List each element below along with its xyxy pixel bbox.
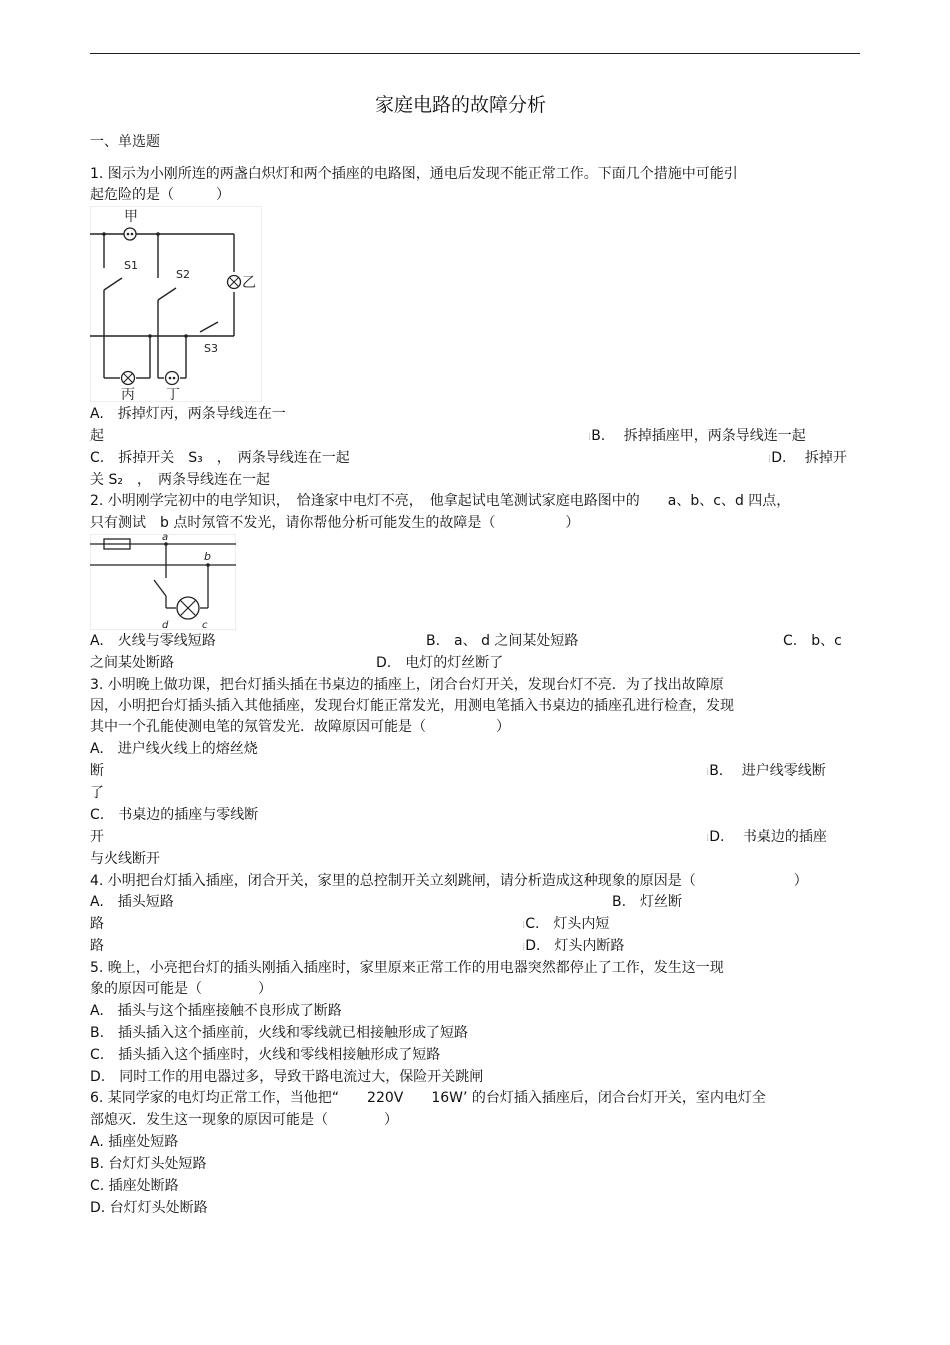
q2-circuit-figure <box>90 534 236 630</box>
q3-option-a-line2: 断 <box>90 763 104 779</box>
q1-lamp-bing <box>122 372 135 385</box>
q1-option-a-line1: A. 拆掉灯丙，两条导线连在一 <box>90 406 286 422</box>
q5-option-a: A. 插头与这个插座接触不良形成了断路 <box>90 1003 342 1019</box>
q1-label-jia: 甲 <box>124 209 138 225</box>
page-title: 家庭电路的故障分析 <box>375 94 547 116</box>
q1-option-a-line2: 起 <box>90 428 104 444</box>
q2-label-c: c <box>202 620 208 630</box>
section-heading: 一、单选题 <box>90 134 160 150</box>
q2-stem-line1: 2. 小明刚学完初中的电学知识， 恰逢家中电灯不亮， 他拿起试电笔测试家庭电路图中的 a、b、c、d 四点， <box>90 493 791 509</box>
q3-option-c-line2: 开 <box>90 829 104 845</box>
q5-stem-line2: 象的原因可能是（ ） <box>90 981 272 997</box>
q2-option-c-line1: C. b、c <box>783 633 842 649</box>
q6-option-c: C. 插座处断路 <box>90 1178 179 1194</box>
q1-option-b-text: 拆掉插座甲，两条导线连一起 <box>623 428 806 444</box>
q1-label-bing: 丙 <box>121 387 135 402</box>
q2-option-b: B. a、 d 之间某处短路 <box>426 633 579 649</box>
header-rule <box>90 53 860 54</box>
q2-option-d: D. 电灯的灯丝断了 <box>376 655 504 671</box>
q4-option-c: ⁞C. 灯头内短 <box>522 916 610 932</box>
q1-stem-line1: 1. 图示为小刚所连的两盏白炽灯和两个插座的电路图，通电后发现不能正常工作。下面几个措施中可能引 <box>90 166 738 182</box>
q1-label-ding: 丁 <box>166 387 180 402</box>
q5-option-b: B. 插头插入这个插座前，火线和零线就已相接触形成了短路 <box>90 1025 469 1041</box>
q1-circuit-figure <box>90 206 262 402</box>
q2-option-c-line2: 之间某处断路 <box>90 655 174 671</box>
q4-option-c-line2: 路 <box>90 938 104 954</box>
q4-option-b: B. 灯丝断 <box>612 894 683 910</box>
q2-label-b: b <box>204 550 211 563</box>
q4-stem: 4. 小明把台灯插入插座，闭合开关，家里的总控制开关立刻跳闸，请分析造成这种现象的原因是（ ） <box>90 873 808 889</box>
q1-label-s2: S2 <box>176 268 190 281</box>
q2-label-d: d <box>162 620 169 630</box>
q1-option-b: ⁞B. 拆掉插座甲，两条导线连一起 <box>588 428 806 444</box>
q6-stem-line2: 部熄灭．发生这一现象的原因可能是（ ） <box>90 1112 398 1128</box>
q3-option-d: ⁞D. 书桌边的插座 <box>706 829 827 845</box>
q6-option-b: B. 台灯灯头处短路 <box>90 1156 207 1172</box>
q3-option-b-line2: 了 <box>90 785 104 801</box>
q3-option-b: ⁞B. 进户线零线断 <box>706 763 826 779</box>
q5-option-c: C. 插头插入这个插座时，火线和零线相接触形成了短路 <box>90 1047 441 1063</box>
q1-option-c: C. 拆掉开关 S₃ ， 两条导线连在一起 <box>90 450 350 466</box>
q1-socket-ding <box>166 372 179 385</box>
q3-option-d-line2: 与火线断开 <box>90 851 160 867</box>
q1-option-d-line2: 关 S₂ ， 两条导线连在一起 <box>90 472 270 488</box>
q5-stem-line1: 5. 晚上，小亮把台灯的插头刚插入插座时，家里原来正常工作的用电器突然都停止了工作，发生这一现 <box>90 960 724 976</box>
q6-stem-line1: 6. 某同学家的电灯均正常工作，当他把“ 220V 16W’ 的台灯插入插座后，闭合台灯开关，室内电灯全 <box>90 1090 766 1106</box>
q2-option-a: A. 火线与零线短路 <box>90 633 216 649</box>
q4-option-a: A. 插头短路 <box>90 894 174 910</box>
q1-socket-jia <box>124 228 136 240</box>
q1-option-b-prefix: B. <box>591 428 606 444</box>
q3-stem-line3: 其中一个孔能使测电笔的氖管发光．故障原因可能是（ ） <box>90 719 510 735</box>
q3-option-d-prefix: D. <box>709 829 725 845</box>
q4-option-a-line2: 路 <box>90 916 104 932</box>
q2-stem-line2: 只有测试 b 点时氖管不发光，请你帮他分析可能发生的故障是（ ） <box>90 515 580 531</box>
q1-label-s3: S3 <box>204 342 218 355</box>
q5-option-d: D. 同时工作的用电器过多，导致干路电流过大，保险开关跳闸 <box>90 1069 484 1085</box>
q6-option-d: D. 台灯灯头处断路 <box>90 1200 208 1216</box>
q1-label-s1: S1 <box>124 259 138 272</box>
q4-option-c-text: C. 灯头内短 <box>525 916 610 932</box>
q3-stem-line1: 3. 小明晚上做功课，把台灯插头插在书桌边的插座上，闭合台灯开关，发现台灯不亮．为了找出故障原 <box>90 677 724 693</box>
q3-option-d-text: 书桌边的插座 <box>742 829 827 845</box>
q3-option-a-line1: A. 进户线火线上的熔丝烧 <box>90 741 258 757</box>
q1-option-d-prefix: D. <box>771 450 787 466</box>
q3-option-b-text: 进户线零线断 <box>741 763 826 779</box>
q2-lamp <box>177 597 199 619</box>
q1-lamp-yi <box>228 276 241 289</box>
q4-option-d-text: D. 灯头内断路 <box>525 938 625 954</box>
q1-stem-line2: 起危险的是（ ） <box>90 187 230 203</box>
q1-label-yi: 乙 <box>242 275 256 291</box>
q1-option-d: ⁞D. 拆掉开 <box>768 450 847 466</box>
q4-option-d: ⁞D. 灯头内断路 <box>522 938 625 954</box>
q3-option-c-line1: C. 书桌边的插座与零线断 <box>90 807 259 823</box>
q3-option-b-prefix: B. <box>709 763 724 779</box>
q1-option-d-text: 拆掉开 <box>804 450 847 466</box>
q3-stem-line2: 因，小明把台灯插头插入其他插座，发现台灯能正常发光，用测电笔插入书桌边的插座孔进行检查，发现 <box>90 698 734 714</box>
q6-option-a: A. 插座处短路 <box>90 1134 179 1150</box>
q2-label-a: a <box>162 534 169 543</box>
